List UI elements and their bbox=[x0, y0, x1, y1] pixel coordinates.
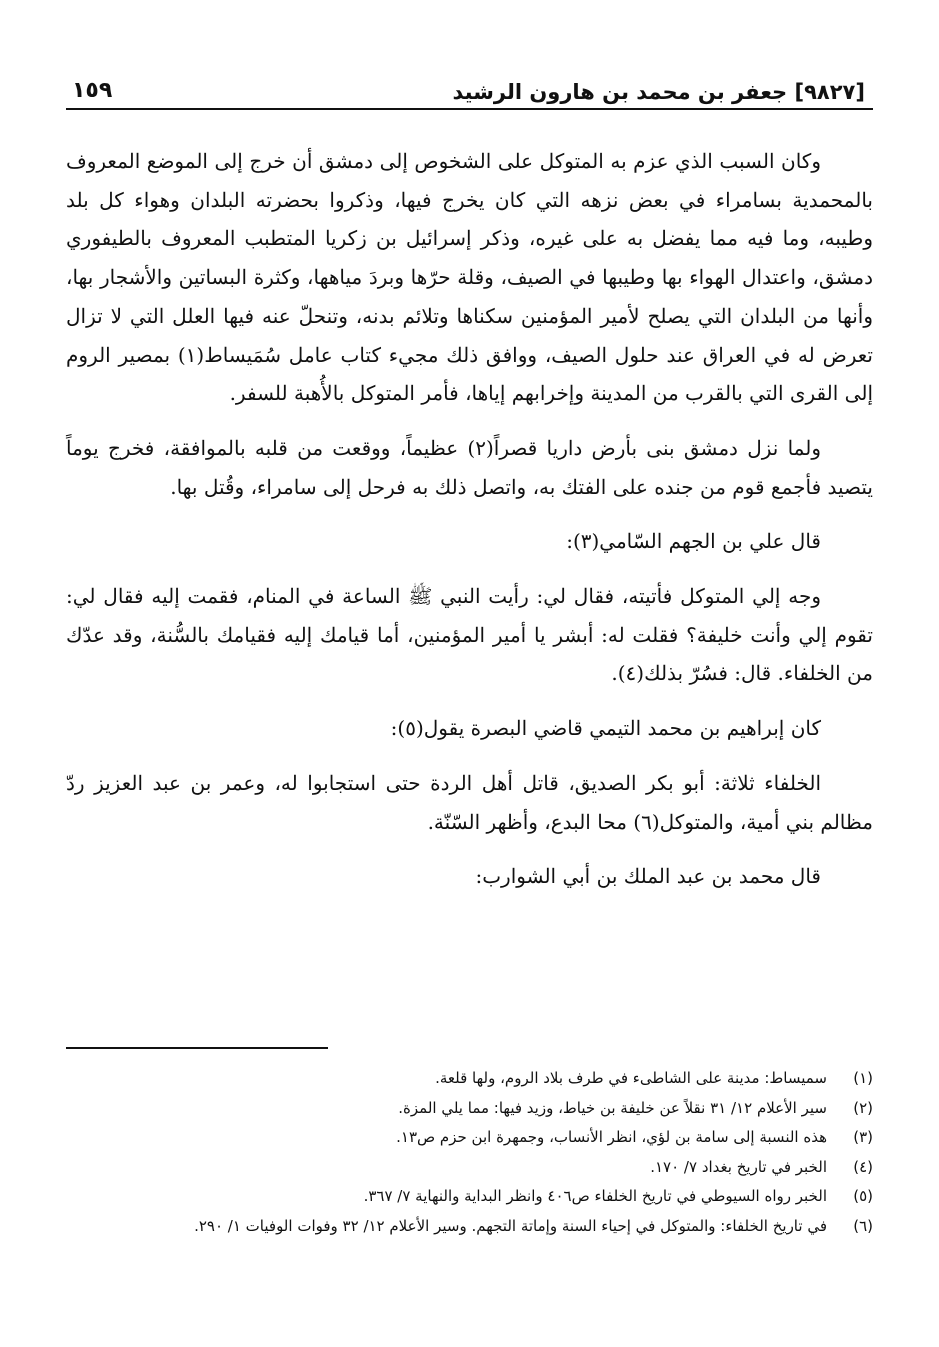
footnote-number: (١) bbox=[853, 1069, 873, 1087]
footnote-number: (٣) bbox=[853, 1128, 873, 1146]
footnote-text: الخبر في تاريخ بغداد ٧/ ١٧٠. bbox=[650, 1157, 827, 1176]
paragraph: ولما نزل دمشق بنى بأرض داريا قصراً(٢) عظيماً، ووقعت من قلبه بالموافقة، فخرج يوماً يتصيد فأجمع قوم من جنده على الفتك به، واتصل ذلك به فرحل إلى سامراء، وقُتل بها. bbox=[66, 435, 873, 499]
paragraph: وجه إلي المتوكل فأتيته، فقال لي: رأيت النبي ﷺ الساعة في المنام، فقمت إليه فقال لي: تقوم إلي وأنت خليفة؟ فقلت له: أبشر يا أمير المؤمنين، أما قيامك إليه فقيامك بالسُّنة، وقد عدّك من الخلفاء. قال: فسُرّ بذلك(٤). bbox=[66, 584, 873, 686]
footnote-separator bbox=[66, 1047, 873, 1049]
footnotes bbox=[66, 1064, 873, 1241]
footnote bbox=[66, 1153, 873, 1183]
page-header bbox=[66, 78, 873, 110]
footnote bbox=[66, 1212, 873, 1242]
footnote-text: سميساط: مدينة على الشاطىء في طرف بلاد الروم، ولها قلعة. bbox=[435, 1069, 827, 1087]
paragraph: كان إبراهيم بن محمد التيمي قاضي البصرة يقول(٥): bbox=[390, 716, 821, 741]
paragraph: الخلفاء ثلاثة: أبو بكر الصديق، قاتل أهل الردة حتى استجابوا له، وعمر بن عبد العزيز ردّ مظالم بني أمية، والمتوكل(٦) محا البدع، وأظهر السّنّة. bbox=[66, 770, 873, 834]
separator-line bbox=[66, 1047, 328, 1049]
footnote-number: (٤) bbox=[853, 1157, 873, 1176]
main-text bbox=[66, 142, 873, 912]
footnote bbox=[66, 1064, 873, 1094]
footnote bbox=[66, 1094, 873, 1124]
paragraph: وكان السبب الذي عزم به المتوكل على الشخوص إلى دمشق أن خرج إلى الموضع المعروف بالمحمدية بسامراء في بعض نزهه التي كان يخرج فيها، وذكروا بحضرته البلدان وهواء كل بلد وطيبه، وما فيه مما يفضل به على غيره، وذكر إسرائيل بن زكريا المتطبب المعروف بالطيفوري دمشق، واعتدال الهواء بها وطيبها في الصيف، وقلة حرّها وبردَ مياهها، وكثرة البساتين والأشجار بها، وأنها من البلدان التي يصلح لأمير المؤمنين سكناها وتلائم بدنه، وتنحلّ عنه فيها العلل التي لا تزال تعرض له في العراق عند حلول الصيف، ووافق ذلك مجيء كتاب عامل سُمَيساط(١) بمصير الروم إلى القرى التي بالقرب من المدينة وإخرابهم إياها، فأمر المتوكل بالأُهبة للسفر. bbox=[66, 149, 873, 406]
footnote-text: سير الأعلام ١٢/ ٣١ نقلاً عن خليفة بن خياط، وزيد فيها: مما يلي المزة. bbox=[398, 1098, 827, 1117]
footnote-number: (٥) bbox=[853, 1187, 873, 1205]
footnote-text: الخبر رواه السيوطي في تاريخ الخلفاء ص٤٠٦ وانظر البداية والنهاية ٧/ ٣٦٧. bbox=[363, 1187, 827, 1205]
paragraph: قال محمد بن عبد الملك بن أبي الشوارب: bbox=[475, 864, 821, 889]
footnote bbox=[66, 1123, 873, 1153]
footnote-number: (٢) bbox=[853, 1098, 873, 1117]
footnote-number: (٦) bbox=[853, 1216, 873, 1235]
footnote-text: في تاريخ الخلفاء: والمتوكل في إحياء السنة وإماتة التجهم. وسير الأعلام ١٢/ ٣٢ وفوات الوفيات ١/ ٢٩٠. bbox=[194, 1216, 827, 1235]
page-number: ١٥٩ bbox=[72, 78, 113, 103]
paragraph: قال علي بن الجهم السّامي(٣): bbox=[566, 529, 821, 554]
footnote bbox=[66, 1182, 873, 1212]
footnote-text: هذه النسبة إلى سامة بن لؤي، انظر الأنساب، وجمهرة ابن حزم ص١٣. bbox=[396, 1128, 827, 1146]
running-title: [٩٨٢٧] جعفر بن محمد بن هارون الرشيد bbox=[452, 80, 865, 104]
